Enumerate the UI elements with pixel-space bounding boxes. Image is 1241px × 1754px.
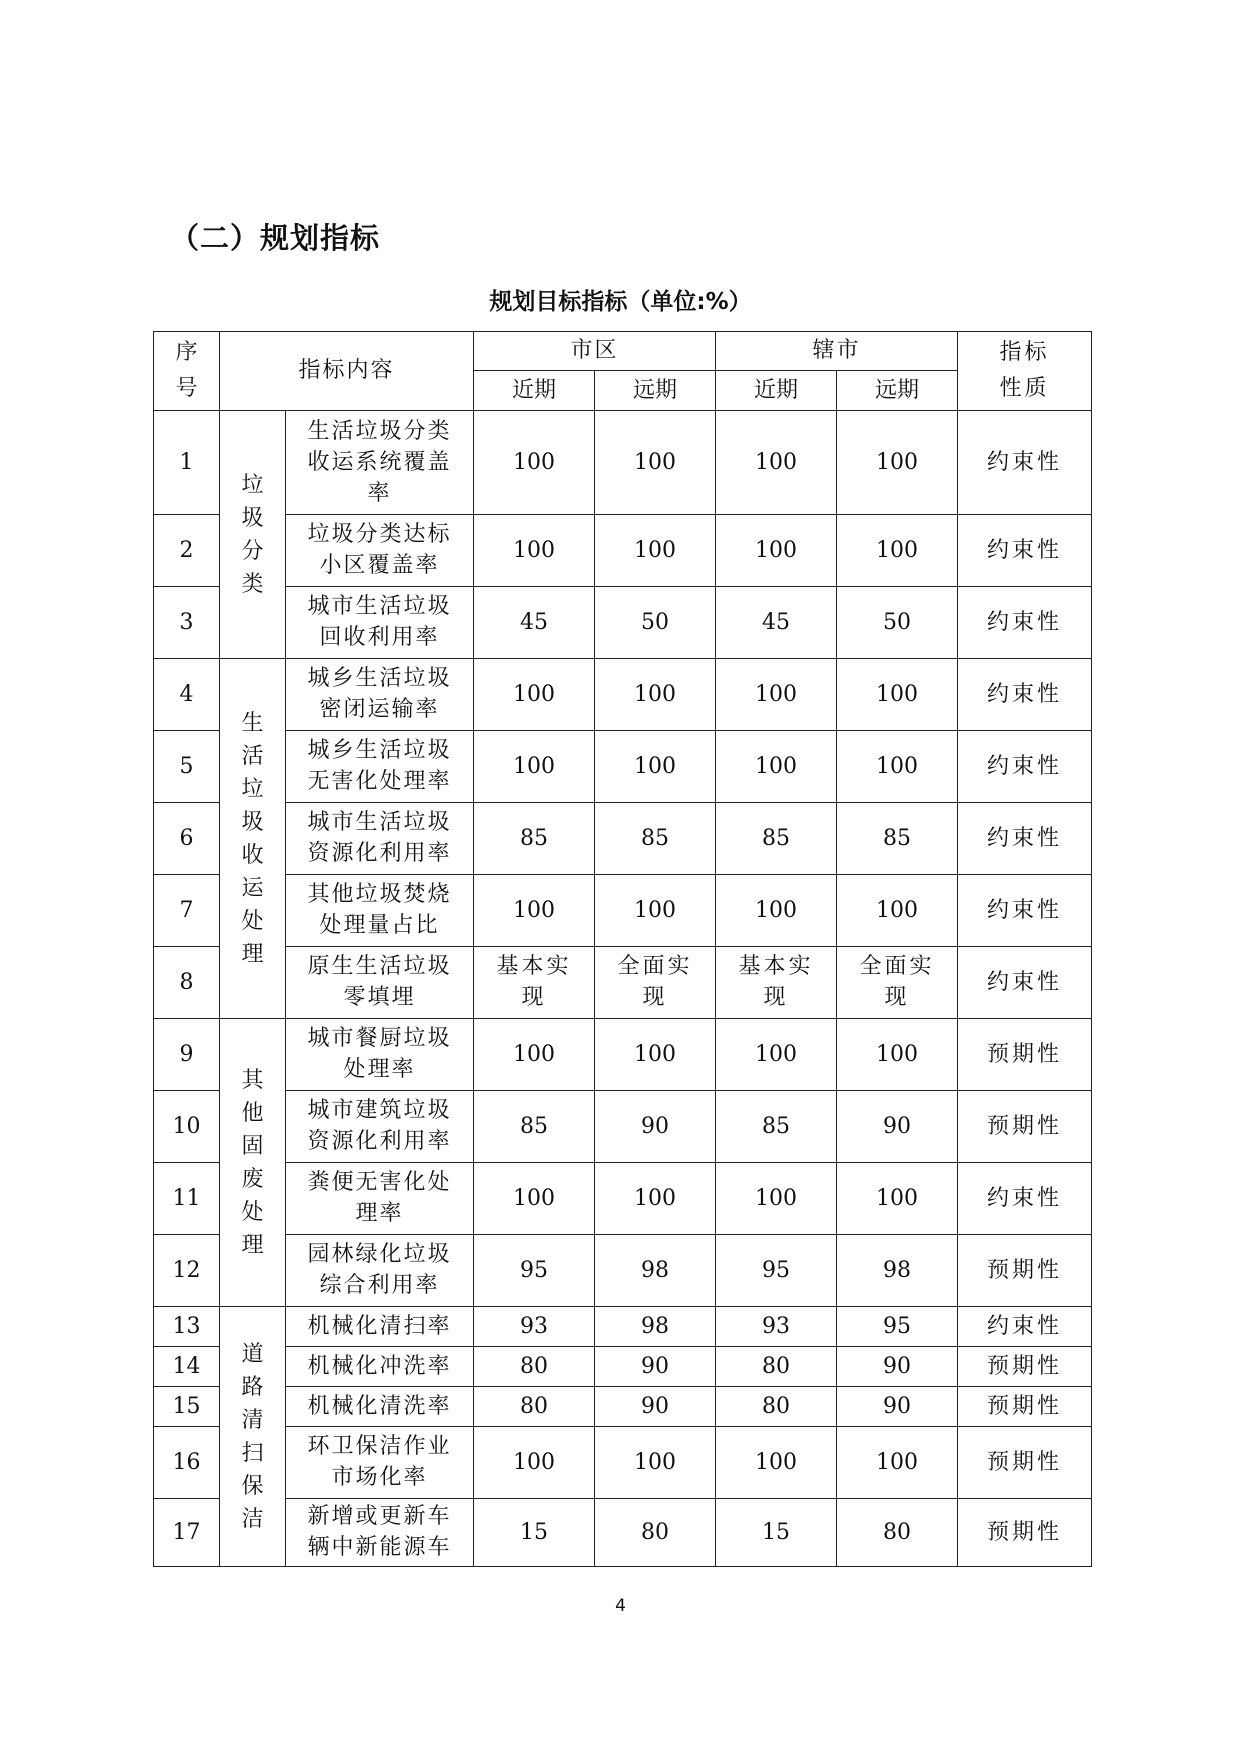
table-row bbox=[154, 1235, 1092, 1307]
row-index: 15 bbox=[154, 1387, 220, 1427]
value-county-near: 15 bbox=[716, 1499, 837, 1567]
value-city-near: 45 bbox=[474, 587, 595, 659]
indicators-table bbox=[153, 331, 1092, 1567]
value-county-near: 100 bbox=[716, 731, 837, 803]
indicator-nature: 预期性 bbox=[958, 1235, 1092, 1307]
row-index: 9 bbox=[154, 1019, 220, 1091]
table-row bbox=[154, 731, 1092, 803]
value-county-near: 95 bbox=[716, 1235, 837, 1307]
value-county-far: 100 bbox=[837, 411, 958, 515]
value-city-near: 100 bbox=[474, 659, 595, 731]
indicator-name: 机械化冲洗率 bbox=[286, 1347, 474, 1387]
value-city-near: 基本实现 bbox=[474, 947, 595, 1019]
value-city-near: 100 bbox=[474, 731, 595, 803]
indicator-nature: 约束性 bbox=[958, 587, 1092, 659]
indicator-nature: 约束性 bbox=[958, 803, 1092, 875]
value-county-near: 80 bbox=[716, 1347, 837, 1387]
value-city-far: 100 bbox=[595, 1427, 716, 1499]
value-county-far: 100 bbox=[837, 659, 958, 731]
indicator-nature: 约束性 bbox=[958, 731, 1092, 803]
indicator-name: 城市生活垃圾资源化利用率 bbox=[286, 803, 474, 875]
row-index: 7 bbox=[154, 875, 220, 947]
header-county-near: 近期 bbox=[716, 371, 837, 411]
row-index: 2 bbox=[154, 515, 220, 587]
value-city-far: 全面实现 bbox=[595, 947, 716, 1019]
indicator-nature: 约束性 bbox=[958, 659, 1092, 731]
value-city-far: 90 bbox=[595, 1347, 716, 1387]
value-county-far: 全面实现 bbox=[837, 947, 958, 1019]
value-city-near: 100 bbox=[474, 875, 595, 947]
value-city-near: 100 bbox=[474, 515, 595, 587]
indicator-name: 粪便无害化处理率 bbox=[286, 1163, 474, 1235]
value-city-far: 85 bbox=[595, 803, 716, 875]
table-row bbox=[154, 1427, 1092, 1499]
group-label: 生活垃圾收运处理 bbox=[220, 659, 286, 1019]
indicator-nature: 预期性 bbox=[958, 1347, 1092, 1387]
row-index: 11 bbox=[154, 1163, 220, 1235]
indicator-name: 园林绿化垃圾综合利用率 bbox=[286, 1235, 474, 1307]
table-row bbox=[154, 875, 1092, 947]
indicator-name: 城市餐厨垃圾处理率 bbox=[286, 1019, 474, 1091]
indicator-nature: 预期性 bbox=[958, 1019, 1092, 1091]
indicator-nature: 预期性 bbox=[958, 1091, 1092, 1163]
value-county-far: 80 bbox=[837, 1499, 958, 1567]
value-county-far: 85 bbox=[837, 803, 958, 875]
header-county: 辖市 bbox=[716, 332, 958, 371]
value-city-near: 80 bbox=[474, 1347, 595, 1387]
value-city-near: 100 bbox=[474, 1427, 595, 1499]
value-county-far: 100 bbox=[837, 1427, 958, 1499]
value-city-near: 100 bbox=[474, 1019, 595, 1091]
table-row bbox=[154, 515, 1092, 587]
header-city-far: 远期 bbox=[595, 371, 716, 411]
value-county-far: 100 bbox=[837, 515, 958, 587]
value-county-near: 85 bbox=[716, 803, 837, 875]
table-row bbox=[154, 1163, 1092, 1235]
row-index: 17 bbox=[154, 1499, 220, 1567]
table-row bbox=[154, 587, 1092, 659]
indicator-name: 新增或更新车辆中新能源车 bbox=[286, 1499, 474, 1567]
value-county-far: 100 bbox=[837, 731, 958, 803]
table-row bbox=[154, 1019, 1092, 1091]
value-city-far: 90 bbox=[595, 1091, 716, 1163]
indicator-name: 机械化清洗率 bbox=[286, 1387, 474, 1427]
table-body bbox=[154, 411, 1092, 1567]
value-city-near: 15 bbox=[474, 1499, 595, 1567]
header-index: 序号 bbox=[154, 332, 220, 411]
indicator-name: 机械化清扫率 bbox=[286, 1307, 474, 1347]
row-index: 1 bbox=[154, 411, 220, 515]
value-county-near: 45 bbox=[716, 587, 837, 659]
indicator-nature: 约束性 bbox=[958, 875, 1092, 947]
value-county-far: 90 bbox=[837, 1347, 958, 1387]
value-county-far: 95 bbox=[837, 1307, 958, 1347]
group-label: 其他固废处理 bbox=[220, 1019, 286, 1307]
value-city-near: 100 bbox=[474, 1163, 595, 1235]
value-county-near: 100 bbox=[716, 1427, 837, 1499]
value-county-far: 100 bbox=[837, 1163, 958, 1235]
indicator-name: 环卫保洁作业市场化率 bbox=[286, 1427, 474, 1499]
indicator-nature: 约束性 bbox=[958, 947, 1092, 1019]
value-county-far: 90 bbox=[837, 1387, 958, 1427]
indicator-name: 城乡生活垃圾密闭运输率 bbox=[286, 659, 474, 731]
value-county-near: 100 bbox=[716, 1163, 837, 1235]
value-city-near: 100 bbox=[474, 411, 595, 515]
header-content: 指标内容 bbox=[220, 332, 474, 411]
value-county-far: 90 bbox=[837, 1091, 958, 1163]
indicator-name: 生活垃圾分类收运系统覆盖率 bbox=[286, 411, 474, 515]
value-county-near: 100 bbox=[716, 515, 837, 587]
table-row bbox=[154, 1307, 1092, 1347]
row-index: 16 bbox=[154, 1427, 220, 1499]
value-city-far: 98 bbox=[595, 1235, 716, 1307]
value-county-far: 100 bbox=[837, 875, 958, 947]
indicator-name: 其他垃圾焚烧处理量占比 bbox=[286, 875, 474, 947]
table-row bbox=[154, 1347, 1092, 1387]
value-city-far: 100 bbox=[595, 875, 716, 947]
value-city-near: 80 bbox=[474, 1387, 595, 1427]
indicator-nature: 预期性 bbox=[958, 1499, 1092, 1567]
table-row bbox=[154, 659, 1092, 731]
table-row bbox=[154, 803, 1092, 875]
indicator-name: 垃圾分类达标小区覆盖率 bbox=[286, 515, 474, 587]
section-heading: （二）规划指标 bbox=[170, 221, 381, 255]
value-county-near: 100 bbox=[716, 411, 837, 515]
value-city-far: 100 bbox=[595, 1019, 716, 1091]
value-county-far: 98 bbox=[837, 1235, 958, 1307]
value-city-near: 85 bbox=[474, 1091, 595, 1163]
value-county-near: 100 bbox=[716, 1019, 837, 1091]
header-city: 市区 bbox=[474, 332, 716, 371]
indicator-name: 原生生活垃圾零填埋 bbox=[286, 947, 474, 1019]
table-row bbox=[154, 1499, 1092, 1567]
row-index: 10 bbox=[154, 1091, 220, 1163]
value-county-near: 100 bbox=[716, 875, 837, 947]
row-index: 5 bbox=[154, 731, 220, 803]
header-nature: 指标性质 bbox=[958, 332, 1092, 411]
value-city-far: 98 bbox=[595, 1307, 716, 1347]
value-city-far: 100 bbox=[595, 515, 716, 587]
value-county-far: 100 bbox=[837, 1019, 958, 1091]
indicator-name: 城市生活垃圾回收利用率 bbox=[286, 587, 474, 659]
table-row bbox=[154, 1091, 1092, 1163]
value-city-far: 100 bbox=[595, 411, 716, 515]
indicator-nature: 约束性 bbox=[958, 1307, 1092, 1347]
indicator-nature: 约束性 bbox=[958, 515, 1092, 587]
value-county-far: 50 bbox=[837, 587, 958, 659]
value-city-near: 85 bbox=[474, 803, 595, 875]
row-index: 8 bbox=[154, 947, 220, 1019]
value-county-near: 80 bbox=[716, 1387, 837, 1427]
value-county-near: 85 bbox=[716, 1091, 837, 1163]
row-index: 3 bbox=[154, 587, 220, 659]
row-index: 14 bbox=[154, 1347, 220, 1387]
indicator-name: 城乡生活垃圾无害化处理率 bbox=[286, 731, 474, 803]
indicator-nature: 预期性 bbox=[958, 1387, 1092, 1427]
table-row bbox=[154, 1387, 1092, 1427]
value-county-near: 基本实现 bbox=[716, 947, 837, 1019]
value-city-far: 100 bbox=[595, 659, 716, 731]
indicator-nature: 约束性 bbox=[958, 411, 1092, 515]
group-label: 垃圾分类 bbox=[220, 411, 286, 659]
value-city-far: 90 bbox=[595, 1387, 716, 1427]
value-city-far: 50 bbox=[595, 587, 716, 659]
header-city-near: 近期 bbox=[474, 371, 595, 411]
indicator-nature: 预期性 bbox=[958, 1427, 1092, 1499]
table-row bbox=[154, 411, 1092, 515]
indicator-nature: 约束性 bbox=[958, 1163, 1092, 1235]
value-city-far: 80 bbox=[595, 1499, 716, 1567]
value-city-near: 95 bbox=[474, 1235, 595, 1307]
row-index: 6 bbox=[154, 803, 220, 875]
row-index: 13 bbox=[154, 1307, 220, 1347]
indicator-name: 城市建筑垃圾资源化利用率 bbox=[286, 1091, 474, 1163]
header-county-far: 远期 bbox=[837, 371, 958, 411]
value-city-far: 100 bbox=[595, 1163, 716, 1235]
row-index: 12 bbox=[154, 1235, 220, 1307]
value-county-near: 93 bbox=[716, 1307, 837, 1347]
value-city-near: 93 bbox=[474, 1307, 595, 1347]
value-city-far: 100 bbox=[595, 731, 716, 803]
page-number: 4 bbox=[615, 1596, 626, 1616]
table-title: 规划目标指标（单位:%） bbox=[489, 289, 752, 315]
group-label: 道路清扫保洁 bbox=[220, 1307, 286, 1567]
row-index: 4 bbox=[154, 659, 220, 731]
table-row bbox=[154, 947, 1092, 1019]
value-county-near: 100 bbox=[716, 659, 837, 731]
